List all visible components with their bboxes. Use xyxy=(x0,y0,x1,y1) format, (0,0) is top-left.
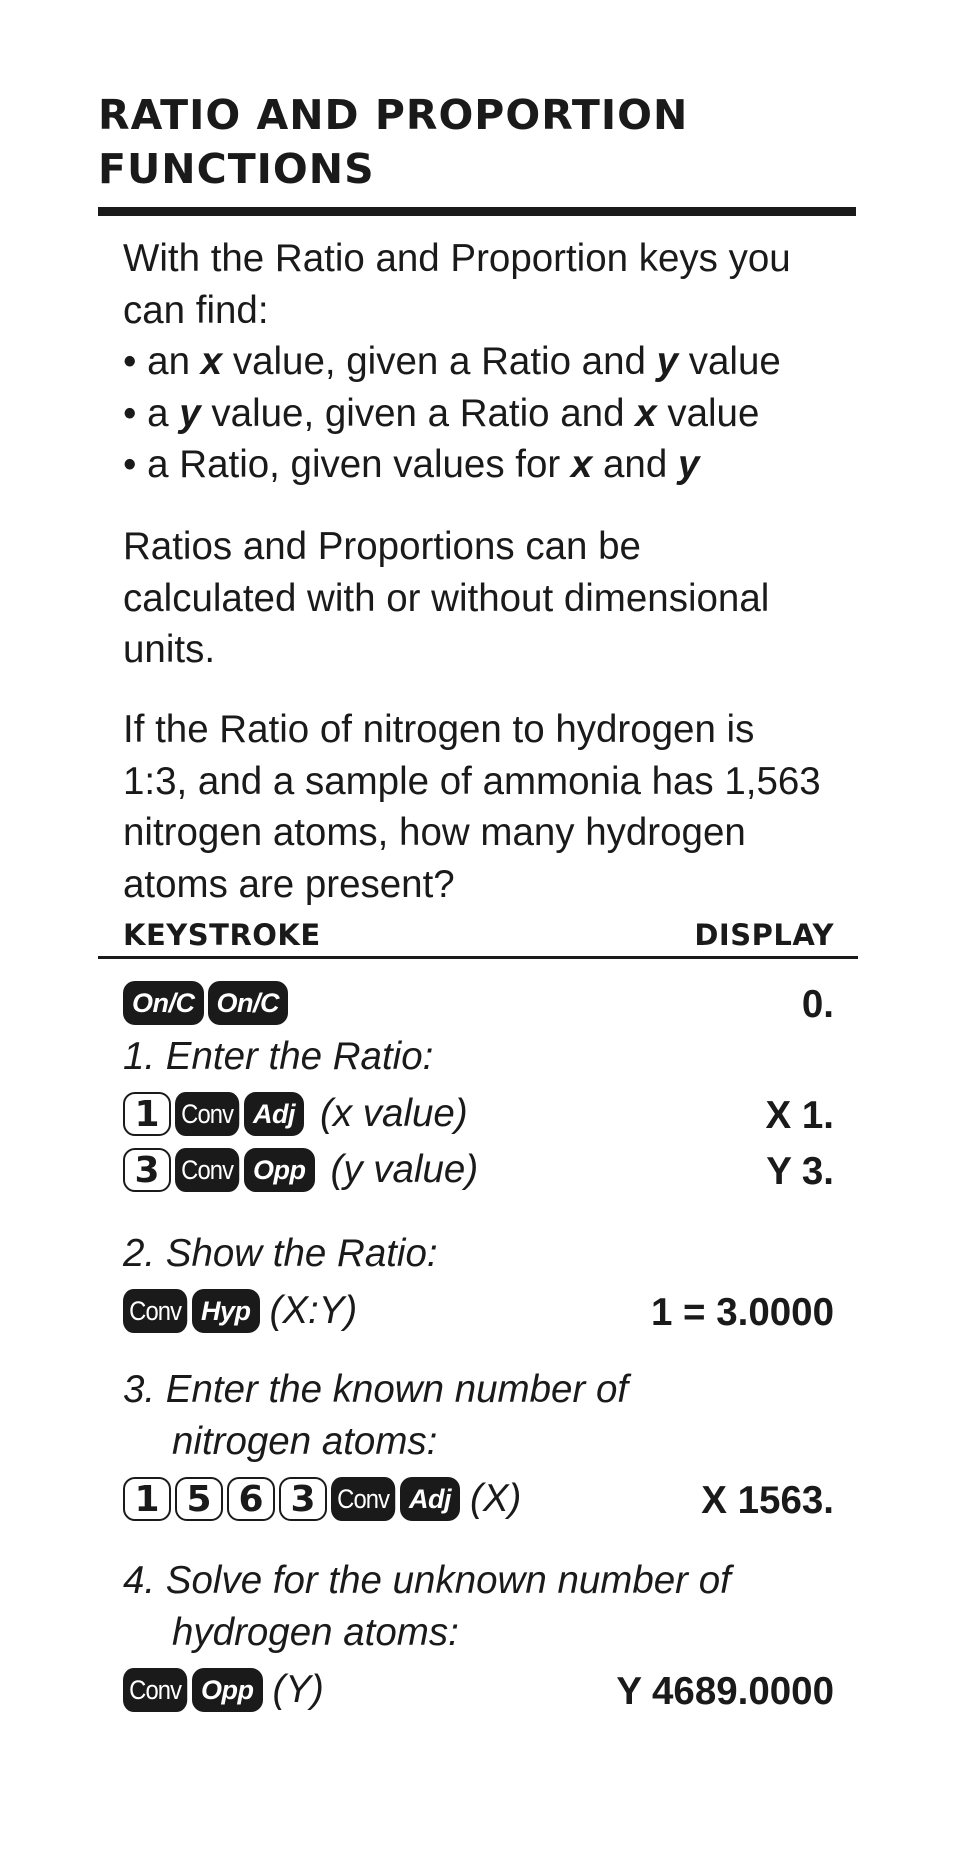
keystroke-row-y-entry xyxy=(123,1143,834,1197)
bullet-text: • a Ratio, given values for xyxy=(123,443,571,486)
units-line: calculated with or without dimensional xyxy=(123,576,770,620)
bullet-variable: y xyxy=(179,391,201,435)
key-sequence xyxy=(123,1087,468,1141)
step-3-label xyxy=(123,1364,883,1467)
adj-key[interactable]: Adj xyxy=(244,1092,304,1136)
key-sequence xyxy=(123,1472,521,1526)
display-value: X 1. xyxy=(765,1094,834,1137)
keystroke-row-ratio xyxy=(123,1284,834,1338)
bullet-text: value xyxy=(656,391,760,435)
key-sequence xyxy=(123,1143,478,1197)
intro-paragraph xyxy=(123,233,883,491)
bullet-variable: y xyxy=(656,340,679,383)
on-c-key[interactable]: On/C xyxy=(123,981,204,1025)
conv-key[interactable]: Conv xyxy=(175,1148,239,1192)
keystroke-row-known xyxy=(123,1472,834,1526)
intro-lead-line-1: With the Ratio and Proportion keys you xyxy=(123,237,791,280)
adj-key[interactable]: Adj xyxy=(400,1477,460,1521)
hyp-key[interactable]: Hyp xyxy=(192,1289,260,1333)
keystroke-note: (y value) xyxy=(330,1148,479,1191)
step-4-line-1: 4. Solve for the unknown number of xyxy=(123,1559,731,1602)
keystroke-row-x-entry xyxy=(123,1087,834,1141)
title-divider xyxy=(98,207,856,216)
on-c-key[interactable]: On/C xyxy=(208,981,289,1025)
display-column-header: DISPLAY xyxy=(694,918,834,952)
page-title xyxy=(98,88,878,196)
bullet-variable: x xyxy=(200,340,223,383)
display-value: Y 4689.0000 xyxy=(616,1670,834,1713)
bullet-item xyxy=(123,439,883,491)
keystroke-row-clear xyxy=(123,976,834,1030)
question-line: nitrogen atoms, how many hydrogen xyxy=(123,811,746,854)
bullet-text: value xyxy=(678,340,781,383)
display-value: 1 = 3.0000 xyxy=(650,1291,834,1334)
keystroke-note: (x value) xyxy=(320,1092,468,1135)
key-sequence xyxy=(123,1663,324,1717)
digit-1-key[interactable]: 1 xyxy=(123,1092,171,1136)
digit-3-key[interactable]: 3 xyxy=(123,1148,171,1192)
question-line: If the Ratio of nitrogen to hydrogen is xyxy=(123,708,755,751)
keystroke-row-solve xyxy=(123,1663,834,1717)
bullet-item xyxy=(123,388,883,440)
step-3-line-1: 3. Enter the known number of xyxy=(123,1368,629,1411)
key-sequence xyxy=(123,976,288,1030)
display-value: 0. xyxy=(801,983,834,1026)
keystroke-note: (Y) xyxy=(272,1668,324,1711)
units-paragraph xyxy=(123,521,883,676)
keystroke-column-header: KEYSTROKE xyxy=(123,918,321,952)
digit-1-key[interactable]: 1 xyxy=(123,1477,171,1521)
title-line-2: FUNCTIONS xyxy=(98,145,375,193)
question-line: atoms are present? xyxy=(123,862,455,906)
conv-key[interactable]: Conv xyxy=(123,1668,187,1712)
conv-key[interactable]: Conv xyxy=(175,1092,239,1136)
digit-3-key[interactable]: 3 xyxy=(279,1477,327,1521)
opp-key[interactable]: Opp xyxy=(192,1668,263,1712)
step-4-line-2: hydrogen atoms: xyxy=(172,1610,459,1654)
bullet-variable: y xyxy=(677,443,700,486)
step-2-label: 2. Show the Ratio: xyxy=(123,1232,438,1275)
digit-5-key[interactable]: 5 xyxy=(175,1477,223,1521)
bullet-text: • a xyxy=(123,391,180,435)
units-line: units. xyxy=(123,628,216,671)
key-sequence xyxy=(123,1284,357,1338)
example-question xyxy=(123,704,883,910)
bullet-text: value, given a Ratio and xyxy=(200,391,636,435)
bullet-item xyxy=(123,336,883,388)
question-line: 1:3, and a sample of ammonia has 1,563 xyxy=(123,759,821,803)
bullet-text: • an xyxy=(123,340,201,383)
step-3-line-2: nitrogen atoms: xyxy=(172,1419,438,1463)
step-1-label: 1. Enter the Ratio: xyxy=(123,1035,434,1078)
bullet-variable: x xyxy=(570,443,593,486)
opp-key[interactable]: Opp xyxy=(244,1148,315,1192)
conv-key[interactable]: Conv xyxy=(123,1289,187,1333)
display-value: Y 3. xyxy=(766,1150,834,1193)
column-header-divider xyxy=(98,956,858,959)
units-line: Ratios and Proportions can be xyxy=(123,525,641,568)
intro-lead-line-2: can find: xyxy=(123,288,269,332)
bullet-text: and xyxy=(592,443,678,486)
title-line-1: RATIO AND PROPORTION xyxy=(98,91,689,139)
keystroke-note: (X) xyxy=(470,1477,522,1520)
display-value: X 1563. xyxy=(701,1479,834,1522)
bullet-text: value, given a Ratio and xyxy=(222,340,657,383)
keystroke-note: (X:Y) xyxy=(269,1289,358,1332)
step-4-label xyxy=(123,1555,883,1658)
digit-6-key[interactable]: 6 xyxy=(227,1477,275,1521)
conv-key[interactable]: Conv xyxy=(331,1477,395,1521)
bullet-variable: x xyxy=(635,391,657,435)
